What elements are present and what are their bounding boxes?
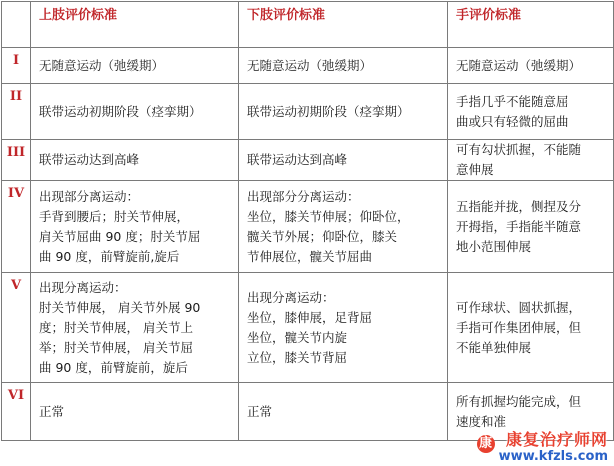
cell-text-line: 联带运动初期阶段（痉挛期） <box>39 103 202 119</box>
cell-text-line: 曲 90 度，前臂旋前，旋后 <box>39 359 188 375</box>
watermark-name: 康复治疗师网 <box>505 430 608 449</box>
cell-text-line: 五指能并拢，侧捏及分 <box>456 198 582 214</box>
cell-text-line: 正常 <box>247 403 273 419</box>
stage-label: IV <box>2 181 31 273</box>
hand-cell <box>448 273 614 383</box>
table-row <box>2 181 614 273</box>
cell-text-line: 手指可作集团伸展，但 <box>456 319 582 335</box>
cell-text-line: 联带运动达到高峰 <box>247 152 348 167</box>
lower-limb-cell <box>239 48 448 84</box>
cell-text-line: 可作球状、圆状抓握， <box>456 299 582 315</box>
cell-text-line: 坐位，膝关节伸展；仰卧位， <box>247 208 410 224</box>
cell-text-line: 手指几乎不能随意屈 <box>456 93 569 109</box>
cell-text-line: 地小范围伸展 <box>456 238 532 254</box>
cell-text-line: 举；肘关节伸展， 肩关节屈 <box>39 339 193 355</box>
stage-label: II <box>2 84 31 140</box>
lower-limb-cell <box>239 181 448 273</box>
cell-text-line: 所有抓握均能完成，但 <box>456 393 582 409</box>
hand-cell <box>448 383 614 441</box>
cell-text-line: 立位，膝关节背屈 <box>247 349 348 365</box>
cell-text-line: 出现部分离运动： <box>39 188 140 204</box>
cell-text-line: 可有勾状抓握，不能随 <box>456 142 582 157</box>
watermark-url: www.kfzls.com <box>498 449 608 464</box>
header-hand: 手评价标准 <box>448 2 614 48</box>
cell-text-line: 手背到腰后；肘关节伸展， <box>39 208 190 224</box>
lower-limb-cell <box>239 84 448 140</box>
cell-text-line: 无随意运动（弛缓期） <box>39 57 165 73</box>
upper-limb-cell <box>31 140 239 181</box>
cell-text-line: 不能单独伸展 <box>456 339 532 355</box>
hand-cell <box>448 140 614 181</box>
stage-label: I <box>2 48 31 84</box>
cell-text-line: 髋关节外展；仰卧位，膝关 <box>247 228 398 244</box>
upper-limb-cell <box>31 383 239 441</box>
cell-text-line: 开拇指，手指能半随意 <box>456 218 582 234</box>
stage-label: V <box>2 273 31 383</box>
table-body <box>2 48 614 441</box>
cell-text-line: 曲或只有轻微的屈曲 <box>456 113 569 129</box>
header-upper-limb: 上肢评价标准 <box>31 2 239 48</box>
cell-text-line: 出现分离运动： <box>247 289 335 305</box>
table-row <box>2 140 614 181</box>
cell-text-line: 联带运动达到高峰 <box>39 152 140 167</box>
evaluation-table <box>1 1 614 441</box>
cell-text-line: 坐位，膝伸展，足背屈 <box>247 309 373 325</box>
stage-label: VI <box>2 383 31 441</box>
table-row <box>2 84 614 140</box>
hand-cell <box>448 84 614 140</box>
cell-text-line: 无随意运动（弛缓期） <box>456 57 582 73</box>
cell-text-line: 坐位，髋关节内旋 <box>247 329 348 345</box>
cell-text-line: 出现部分分离运动： <box>247 188 360 204</box>
upper-limb-cell <box>31 84 239 140</box>
lower-limb-cell <box>239 140 448 181</box>
cell-text-line: 意伸展 <box>456 162 494 177</box>
cell-text-line: 度；肘关节伸展， 肩关节上 <box>39 319 193 335</box>
cell-text-line: 节伸展位，髋关节屈曲 <box>247 248 373 264</box>
table-row <box>2 383 614 441</box>
watermark-logo-icon: 康 <box>477 435 495 453</box>
cell-text-line: 肘关节伸展， 肩关节外展 90 <box>39 299 201 315</box>
lower-limb-cell <box>239 273 448 383</box>
cell-text-line: 正常 <box>39 403 65 419</box>
upper-limb-cell <box>31 48 239 84</box>
cell-text-line: 肩关节屈曲 90 度；肘关节屈 <box>39 228 201 244</box>
cell-text-line: 曲 90 度，前臂旋前,旋后 <box>39 248 180 264</box>
cell-text-line: 速度和准 <box>456 413 507 429</box>
header-row <box>2 2 614 48</box>
lower-limb-cell <box>239 383 448 441</box>
header-stage <box>2 2 31 48</box>
hand-cell <box>448 181 614 273</box>
cell-text-line: 出现分离运动： <box>39 279 127 295</box>
cell-text-line: 无随意运动（弛缓期） <box>247 57 373 73</box>
upper-limb-cell <box>31 181 239 273</box>
header-lower-limb: 下肢评价标准 <box>239 2 448 48</box>
hand-cell <box>448 48 614 84</box>
upper-limb-cell <box>31 273 239 383</box>
stage-label: III <box>2 140 31 181</box>
table-row <box>2 273 614 383</box>
cell-text-line: 联带运动初期阶段（痉挛期） <box>247 103 410 119</box>
table-row <box>2 48 614 84</box>
